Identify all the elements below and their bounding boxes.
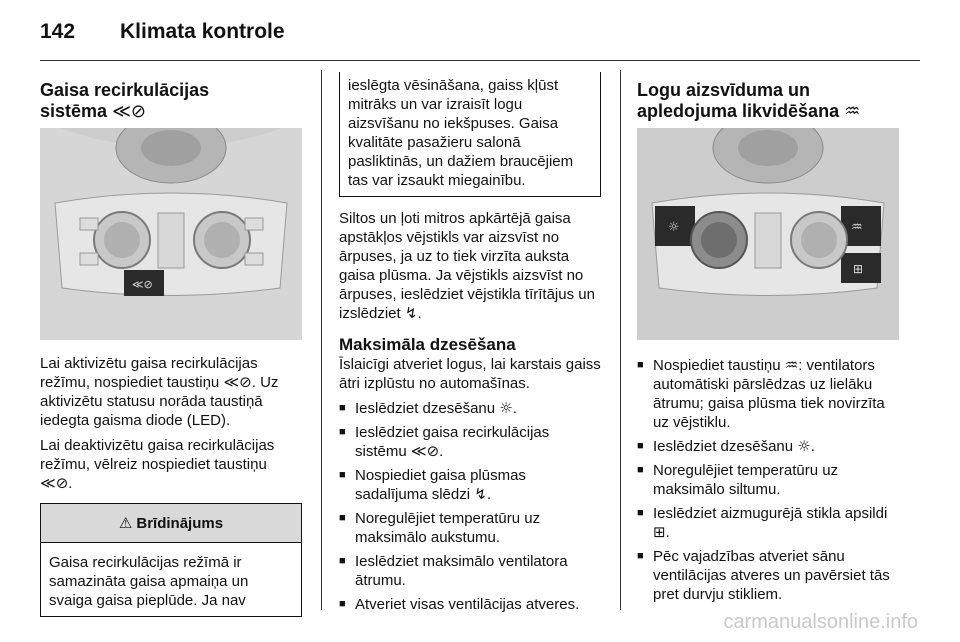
- chapter-title: Klimata kontrole: [120, 20, 285, 43]
- list-item: ■ Ieslēdziet dzesēšanu ☼.: [339, 399, 601, 418]
- control-panel-photo-recirc: [40, 128, 302, 340]
- header-divider: [40, 60, 920, 61]
- paragraph-deactivate: Lai deaktivizētu gaisa recirkulācijas režīmu, vēlreiz nospiediet taustiņu ≪⊘.: [40, 437, 275, 492]
- svg-text:♒: ♒: [851, 220, 863, 235]
- warning-text: Gaisa recirkulācijas režīmā ir samazināta gaisa apmaiņa un svaiga gaisa pieplūde. Ja nav: [49, 554, 249, 609]
- recirculation-icon: ≪⊘: [223, 373, 252, 391]
- warning-box: [40, 503, 302, 617]
- column-1: [40, 80, 302, 617]
- list-item: ■ Ieslēdziet dzesēšanu ☼.: [637, 437, 899, 456]
- windshield-defrost-icon: ♒: [844, 101, 861, 122]
- list-item: ■ Ieslēdziet aizmugurējā stikla apsildi ⊞.: [637, 504, 899, 542]
- svg-text:☼: ☼: [668, 220, 680, 235]
- warning-title: Brīdinājums: [136, 514, 224, 532]
- warning-box-continued: [339, 72, 601, 197]
- svg-text:⊞: ⊞: [853, 262, 864, 276]
- list-item: ■ Nospiediet taustiņu ♒: ventilators automātiski pārslēdzas uz lielāku ātrumu; gaisa plūsma tiek novirzīta uz vējstiklu.: [637, 356, 899, 432]
- page-number: 142: [40, 20, 76, 43]
- airflow-foot-icon: ↯: [404, 304, 418, 322]
- paragraph-external-fogging: Siltos un ļoti mitros apkārtējā gaisa apstākļos vējstikls var aizsvīst no ārpuses, ja uz to tiek virzīta auksta gaisa plūsma. Ja vējstikls aizsvīst no ārpuses, ieslēdziet vējstikla tīrītājus un izslēdziet ↯.: [339, 210, 595, 322]
- warning-header: [41, 504, 301, 543]
- list-item: ■ Noregulējiet temperatūru uz maksimālo aukstumu.: [339, 509, 601, 547]
- column-divider-1: [321, 70, 322, 610]
- page-header: [40, 20, 920, 60]
- control-panel-photo-defog: [637, 128, 899, 340]
- paragraph-intro: Īslaicīgi atveriet logus, lai karstais gaiss ātri izplūstu no automašīnas.: [339, 356, 601, 392]
- paragraph-activate: Lai aktivizētu gaisa recirkulācijas režīmu, nospiediet taustiņu ≪⊘. Uz aktivizētu statusu norāda taustiņā iedegta gaisma diode (LED).: [40, 355, 279, 429]
- list-item: ■ Ieslēdziet maksimālo ventilatora ātrumu.: [339, 552, 601, 590]
- section-title-defog: Logu aizsvīduma un apledojuma likvidēšana ♒: [637, 80, 861, 122]
- max-cooling-list: [339, 399, 601, 614]
- recirculation-icon: ≪⊘: [410, 442, 440, 460]
- defrost-icon: ☼: [499, 399, 513, 417]
- list-item: ■ Noregulējiet temperatūru uz maksimālo siltumu.: [637, 461, 899, 499]
- defrost-icon: ☼: [797, 437, 811, 455]
- rear-window-heating-icon: ⊞: [653, 523, 666, 541]
- column-3: [637, 80, 899, 609]
- warning-triangle-icon: ⚠: [118, 513, 133, 532]
- list-item: ■ Pēc vajadzības atveriet sānu ventilācijas atveres un pavērsiet tās pret durvju stikliem.: [637, 547, 899, 604]
- recirculation-icon: ≪⊘: [40, 474, 69, 492]
- watermark: carmanualsonline.info: [723, 611, 918, 633]
- warning-text-continued: ieslēgta vēsināšana, gaiss kļūst mitrāks un var izraisīt logu aizsvīšanu no iekšpuses. Gaisa kvalitāte pasažieru salonā pasliktinās, un dažiem braucējiem tas var izsaukt miegainību.: [348, 77, 574, 189]
- recirculation-icon: ≪⊘: [112, 101, 146, 122]
- list-item: ■ Atveriet visas ventilācijas atveres.: [339, 595, 601, 614]
- defog-list: [637, 356, 899, 604]
- section-title-recirculation: Gaisa recirkulācijas sistēma ≪⊘: [40, 80, 210, 122]
- section-title-max-cooling: Maksimāla dzesēšana: [339, 335, 516, 354]
- svg-text:≪⊘: ≪⊘: [132, 278, 153, 291]
- list-item: ■ Nospiediet gaisa plūsmas sadalījuma slēdzi ↯.: [339, 466, 601, 504]
- column-divider-2: [620, 70, 621, 610]
- windshield-defrost-icon: ♒: [784, 356, 799, 374]
- airflow-foot-icon: ↯: [474, 485, 487, 503]
- column-2: [339, 72, 601, 619]
- list-item: ■ Ieslēdziet gaisa recirkulācijas sistēmu ≪⊘.: [339, 423, 601, 461]
